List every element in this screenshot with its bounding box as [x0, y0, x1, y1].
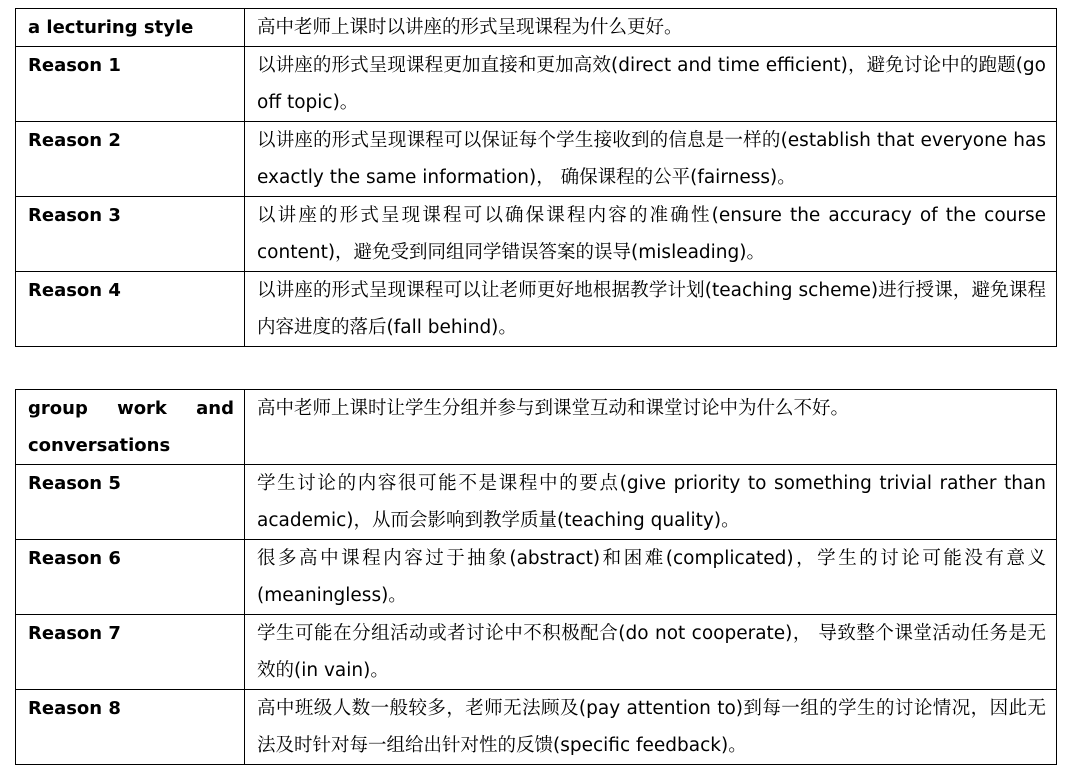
reason-label: Reason 7: [16, 615, 245, 690]
reason-label: Reason 3: [16, 197, 245, 272]
table-row: [16, 272, 1057, 347]
lecturing-style-table: [15, 8, 1057, 347]
table-row: [16, 465, 1057, 540]
reason-text: 以讲座的形式呈现课程可以保证每个学生接收到的信息是一样的(establish that everyone has exactly the same information)， 确保课程的公平(fairness)。: [245, 122, 1057, 197]
reason-text: 学生可能在分组活动或者讨论中不积极配合(do not cooperate)， 导致整个课堂活动任务是无效的(in vain)。: [245, 615, 1057, 690]
reason-label: Reason 1: [16, 47, 245, 122]
reason-text: 以讲座的形式呈现课程更加直接和更加高效(direct and time efficient)，避免讨论中的跑题(go off topic)。: [245, 47, 1057, 122]
reason-label: Reason 8: [16, 690, 245, 765]
reason-label: Reason 6: [16, 540, 245, 615]
reason-label: Reason 4: [16, 272, 245, 347]
reason-text: 以讲座的形式呈现课程可以确保课程内容的准确性(ensure the accuracy of the course content)，避免受到同组同学错误答案的误导(misleading)。: [245, 197, 1057, 272]
table-row: [16, 690, 1057, 765]
reason-text: 很多高中课程内容过于抽象(abstract)和困难(complicated)，学生的讨论可能没有意义(meaningless)。: [245, 540, 1057, 615]
group-work-table: [15, 389, 1057, 765]
reason-text: 学生讨论的内容很可能不是课程中的要点(give priority to something trivial rather than academic)，从而会影响到教学质量(teaching quality)。: [245, 465, 1057, 540]
table-row: [16, 615, 1057, 690]
reason-text: 以讲座的形式呈现课程可以让老师更好地根据教学计划(teaching scheme)进行授课，避免课程内容进度的落后(fall behind)。: [245, 272, 1057, 347]
table-row: [16, 540, 1057, 615]
topic-description: 高中老师上课时以讲座的形式呈现课程为什么更好。: [245, 9, 1057, 47]
table-header-row: [16, 390, 1057, 465]
table-row: [16, 122, 1057, 197]
reason-text: 高中班级人数一般较多，老师无法顾及(pay attention to)到每一组的学生的讨论情况，因此无法及时针对每一组给出针对性的反馈(specific feedback)。: [245, 690, 1057, 765]
table-row: [16, 197, 1057, 272]
topic-description: 高中老师上课时让学生分组并参与到课堂互动和课堂讨论中为什么不好。: [245, 390, 1057, 465]
topic-label: group work and conversations: [16, 390, 245, 465]
reason-label: Reason 2: [16, 122, 245, 197]
table-row: [16, 47, 1057, 122]
table-header-row: [16, 9, 1057, 47]
topic-label: a lecturing style: [16, 9, 245, 47]
reason-label: Reason 5: [16, 465, 245, 540]
